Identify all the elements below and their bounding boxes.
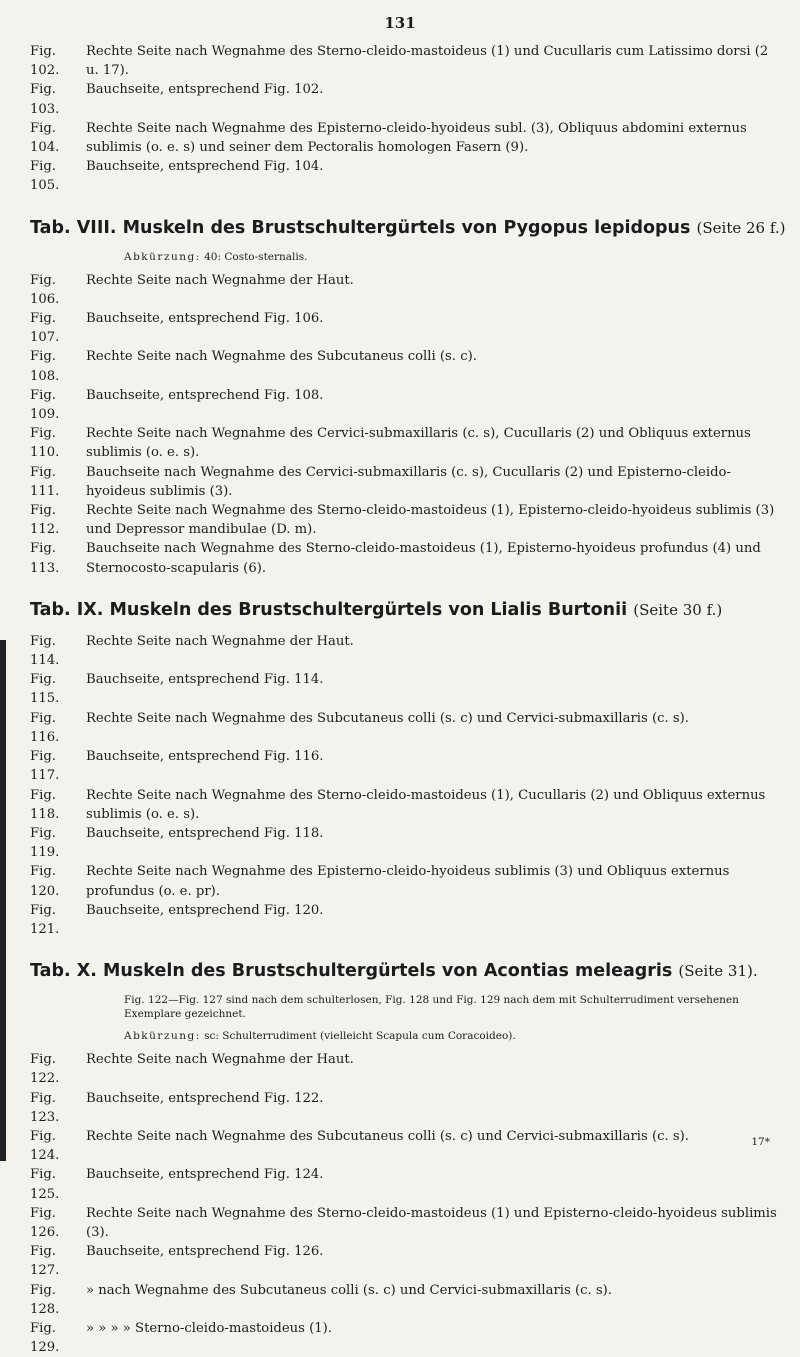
signature-mark: 17*	[751, 1136, 770, 1148]
tab-heading	[30, 600, 785, 620]
abbreviation-label: Abkürzung:	[124, 1030, 201, 1043]
figure-description: Bauchseite, entsprechend Fig. 106.	[86, 311, 324, 327]
figure-entry	[30, 539, 785, 577]
figure-number: Fig. 127.	[30, 1244, 60, 1279]
figure-description: Bauchseite, entsprechend Fig. 118.	[86, 825, 324, 841]
abbreviation	[124, 1029, 785, 1044]
figure-number: Fig. 129.	[30, 1320, 60, 1356]
figure-description: Bauchseite, entsprechend Fig. 108.	[86, 387, 324, 403]
figure-number: Fig. 109.	[30, 387, 60, 423]
scan-edge-bar	[0, 640, 6, 1161]
figure-number: Fig. 122.	[30, 1052, 60, 1087]
figure-number: Fig. 112.	[30, 503, 60, 538]
figure-description: Bauchseite, entsprechend Fig. 124.	[86, 1167, 324, 1183]
figure-number: Fig. 102.	[30, 44, 60, 79]
figure-description: Rechte Seite nach Wegnahme des Episterno-cleido-hyoideus subl. (3), Obliquus abdomini externus sublimis (o. e. s) und seiner dem Pectoralis homologen Fasern (9).	[86, 120, 747, 156]
figure-entry	[30, 309, 785, 347]
figure-entry	[30, 424, 785, 462]
figure-description: Bauchseite, entsprechend Fig. 126.	[86, 1244, 324, 1260]
figure-entry	[30, 747, 785, 785]
figure-number: Fig. 119.	[30, 825, 60, 861]
figure-number: Fig. 110.	[30, 426, 60, 461]
figure-description: Rechte Seite nach Wegnahme des Subcutaneus colli (s. c) und Cervici-submaxillaris (c. s).	[86, 710, 689, 726]
figure-legend-list	[30, 42, 785, 1357]
figure-entry	[30, 42, 785, 80]
figure-number: Fig. 106.	[30, 272, 60, 307]
figure-entry	[30, 824, 785, 862]
figure-number: Fig. 103.	[30, 82, 60, 117]
figure-description: Bauchseite, entsprechend Fig. 122.	[86, 1090, 324, 1106]
figure-description: Bauchseite nach Wegnahme des Cervici-submaxillaris (c. s), Cucullaris (2) und Episterno-cleido-hyoideus sublimis (3).	[86, 464, 731, 499]
figure-entry	[30, 709, 785, 747]
figure-entry	[30, 157, 785, 195]
section-note: Fig. 122—Fig. 127 sind nach dem schulterlosen, Fig. 128 und Fig. 129 nach dem mit Schulterrudiment versehenen Exemplare gezeichnet.	[124, 994, 739, 1021]
figure-description: Bauchseite, entsprechend Fig. 104.	[86, 159, 324, 175]
figure-number: Fig. 125.	[30, 1167, 60, 1202]
figure-entry	[30, 347, 785, 385]
figure-description: Rechte Seite nach Wegnahme des Sterno-cleido-mastoideus (1), Episterno-cleido-hyoideus sublimis (3) und Depressor mandibulae (D. m).	[86, 503, 775, 538]
figure-entry	[30, 463, 785, 501]
figure-entry	[30, 80, 785, 118]
tab-heading-title: Tab. IX. Muskeln des Brustschultergürtels von Lialis Burtonii	[30, 599, 628, 620]
figure-description: » nach Wegnahme des Subcutaneus colli (s. c) und Cervici-submaxillaris (c. s).	[86, 1282, 612, 1298]
figure-number: Fig. 105.	[30, 159, 60, 194]
figure-description: Rechte Seite nach Wegnahme des Cervici-submaxillaris (c. s), Cucullaris (2) und Obliquus externus sublimis (o. e. s).	[86, 426, 751, 461]
section	[30, 961, 785, 1357]
figure-number: Fig. 117.	[30, 749, 60, 784]
figure-description: Rechte Seite nach Wegnahme des Sterno-cleido-mastoideus (1) und Episterno-cleido-hyoideus sublimis (3).	[86, 1205, 777, 1240]
section	[30, 42, 785, 196]
figure-number: Fig. 115.	[30, 672, 60, 707]
figure-entry	[30, 670, 785, 708]
figure-description: Rechte Seite nach Wegnahme des Episterno-cleido-hyoideus sublimis (3) und Obliquus externus profundus (o. e. pr).	[86, 864, 730, 899]
tab-heading-page-ref: (Seite 26 f.)	[696, 218, 786, 237]
figure-description: Bauchseite, entsprechend Fig. 116.	[86, 749, 324, 765]
figure-number: Fig. 111.	[30, 464, 60, 499]
section	[30, 218, 785, 578]
abbreviation-label: Abkürzung:	[124, 250, 201, 263]
figure-number: Fig. 107.	[30, 311, 60, 346]
tab-heading-page-ref: (Seite 30 f.)	[633, 600, 723, 619]
figure-number: Fig. 121.	[30, 902, 60, 937]
figure-number: Fig. 108.	[30, 349, 60, 384]
figure-description: Bauchseite, entsprechend Fig. 102.	[86, 82, 324, 98]
figure-entry	[30, 1204, 785, 1242]
figure-number: Fig. 120.	[30, 864, 60, 899]
figure-description: Rechte Seite nach Wegnahme des Subcutaneus colli (s. c).	[86, 349, 477, 365]
figure-description: Rechte Seite nach Wegnahme des Sterno-cleido-mastoideus (1) und Cucullaris cum Latissimo dorsi (2 u. 17).	[86, 44, 769, 79]
figure-entry	[30, 386, 785, 424]
abbreviation-text: 40: Costo-sternalis.	[204, 250, 308, 263]
tab-heading	[30, 218, 785, 238]
figure-entry	[30, 501, 785, 539]
figure-description: Rechte Seite nach Wegnahme der Haut.	[86, 1052, 354, 1068]
figure-entry	[30, 1242, 785, 1280]
figure-entry	[30, 1319, 785, 1357]
figure-entry	[30, 271, 785, 309]
page-number: 131	[384, 14, 416, 32]
figure-description: Rechte Seite nach Wegnahme des Subcutaneus colli (s. c) und Cervici-submaxillaris (c. s).	[86, 1128, 689, 1144]
figure-number: Fig. 104.	[30, 120, 60, 156]
figure-entry	[30, 632, 785, 670]
abbreviation	[124, 250, 785, 265]
figure-entry	[30, 1281, 785, 1319]
figure-number: Fig. 128.	[30, 1282, 60, 1317]
tab-heading	[30, 961, 785, 981]
tab-heading-page-ref: (Seite 31).	[678, 962, 758, 981]
figure-entry	[30, 786, 785, 824]
tab-heading-title: Tab. VIII. Muskeln des Brustschultergürtels von Pygopus lepidopus	[30, 217, 691, 238]
figure-description: Rechte Seite nach Wegnahme der Haut.	[86, 272, 354, 288]
section	[30, 600, 785, 939]
figure-number: Fig. 113.	[30, 541, 60, 576]
figure-entry	[30, 1127, 785, 1165]
figure-description: Bauchseite, entsprechend Fig. 114.	[86, 672, 324, 688]
figure-description: » » » » Sterno-cleido-mastoideus (1).	[86, 1320, 332, 1336]
figure-description: Bauchseite, entsprechend Fig. 120.	[86, 902, 324, 918]
figure-entry	[30, 1089, 785, 1127]
figure-number: Fig. 116.	[30, 710, 60, 745]
figure-description: Rechte Seite nach Wegnahme des Sterno-cleido-mastoideus (1), Cucullaris (2) und Obliquus externus sublimis (o. e. s).	[86, 787, 766, 822]
figure-number: Fig. 114.	[30, 633, 60, 669]
figure-number: Fig. 124.	[30, 1128, 60, 1164]
figure-entry	[30, 901, 785, 939]
abbreviation-text: sc: Schulterrudiment (vielleicht Scapula cum Coracoideo).	[204, 1030, 516, 1043]
figure-entry	[30, 862, 785, 900]
figure-entry	[30, 1050, 785, 1088]
figure-number: Fig. 118.	[30, 787, 60, 822]
figure-entry	[30, 1165, 785, 1203]
figure-description: Rechte Seite nach Wegnahme der Haut.	[86, 633, 354, 649]
tab-heading-title: Tab. X. Muskeln des Brustschultergürtels von Acontias meleagris	[30, 961, 673, 982]
figure-description: Bauchseite nach Wegnahme des Sterno-cleido-mastoideus (1), Episterno-hyoideus profundus (4) und Sternocosto-scapularis (6).	[86, 541, 761, 576]
figure-number: Fig. 126.	[30, 1205, 60, 1240]
figure-number: Fig. 123.	[30, 1090, 60, 1125]
figure-entry	[30, 119, 785, 157]
